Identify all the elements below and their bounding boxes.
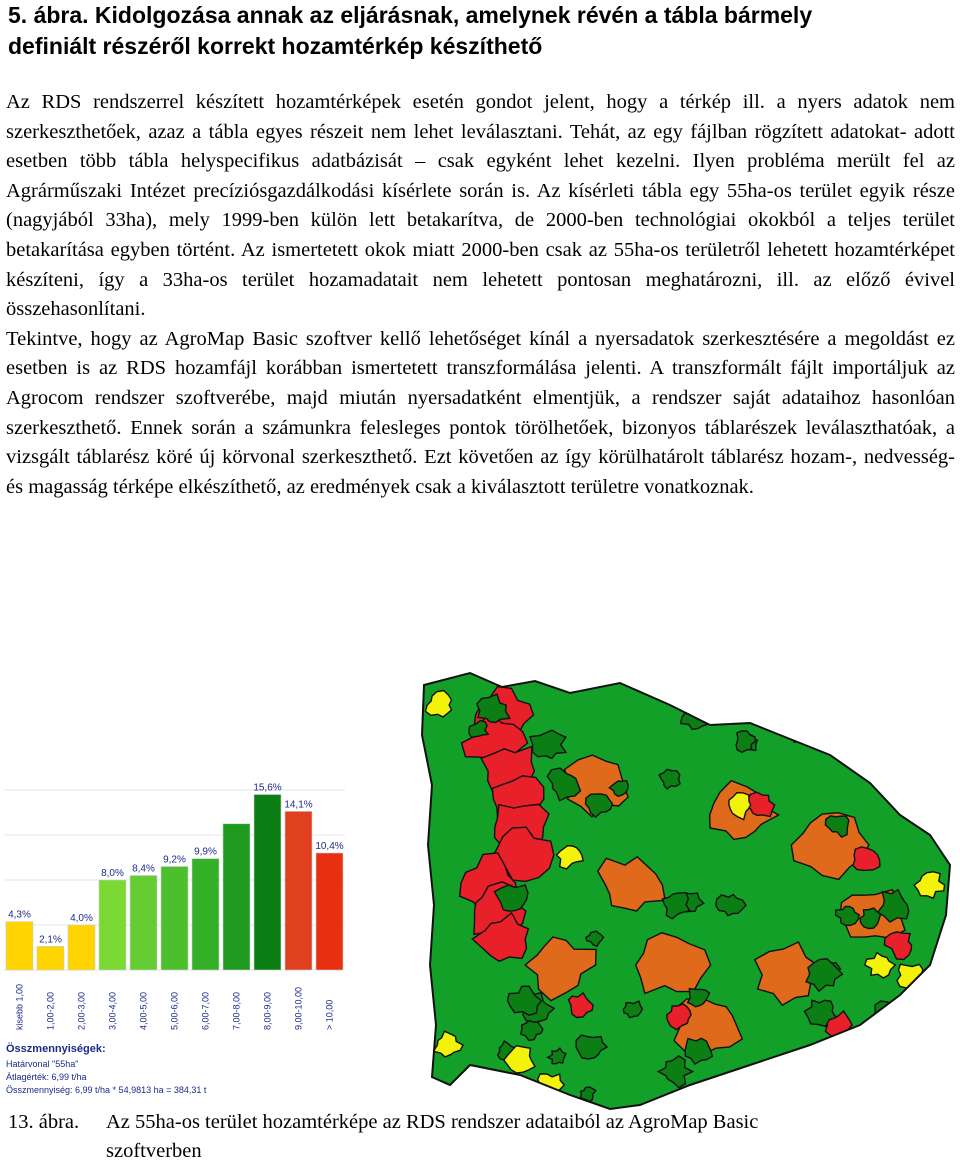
chart-category-label: 1,00-2,00 [45,991,56,1030]
chart-bar [316,853,343,970]
chart-value-label: 15,6% [253,782,282,794]
summary-line-1: Határvonal "55ha" [6,1059,79,1069]
body-text [6,88,955,502]
yield-map [410,665,958,1110]
map-dark-green-zone [698,676,729,708]
caption-line-1: Az 55ha-os terület hozamtérképe az RDS rendszer adataiból az AgroMap Basic [106,1111,759,1133]
summary-line-2: Átlagérték: 6,99 t/ha [6,1072,87,1082]
caption-label: 13. ábra. [8,1111,80,1133]
chart-value-label: 4,3% [8,909,31,921]
chart-value-label: 8,0% [101,868,124,879]
chart-value-label: 14,1% [284,799,313,811]
chart-value-label: 9,9% [194,846,217,858]
caption-line-2: szoftverben [106,1140,202,1162]
chart-bar [68,925,95,970]
chart-value-label: 9,2% [163,854,186,866]
yield-histogram-chart [0,770,410,1110]
map-yellow-zone [538,1074,565,1099]
chart-category-label: 6,00-7,00 [200,991,211,1030]
chart-category-label: 5,00-6,00 [169,991,180,1030]
chart-bar [285,811,312,970]
chart-bar [254,795,281,971]
chart-bar [161,867,188,971]
map-dark-green-zone [758,697,795,723]
chart-category-label: 4,00-5,00 [138,991,149,1030]
summary-title: Összmennyiségek: [6,1043,106,1055]
chart-bar [130,876,157,971]
map-dark-green-zone [875,1076,901,1099]
paragraph-2: Tekintve, hogy az AgroMap Basic szoftver kellő lehetőséget kínál a nyersadatok szerkesztésére a megoldást ez esetben is az RDS hozamfájl korábban ismertetett transzformálása jelenti. A transzformált fájlt importáljuk az Agrocom rendszer szoftverébe, majd miután nyersadatként elmentjük, a rendszer saját adataihoz hasonlóan szerkeszthető. Ennek során a számunkra felesleges pontok törölhetőek, bizonyos táblarészek leválaszthatóak, a vizsgált táblarész köré új körvonal szerkeszthető. Ezt követően az így körülhatárolt táblarész hozam-, nedvesség- és magasság térképe elkészíthető, az eredmények csak a kiválasztott területre vonatkoznak. [6,327,955,498]
chart-value-label: 2,1% [39,934,62,946]
chart-category-label: > 10,00 [324,999,335,1030]
chart-value-label: 4,0% [70,913,93,924]
chart-summary [6,1042,207,1095]
chart-category-label: 8,00-9,00 [262,991,273,1030]
map-dark-green-zone [741,1068,776,1101]
chart-category-label: kisebb 1,00 [14,983,25,1030]
chart-bar [192,859,219,970]
chart-value-label: 10,4% [315,841,344,852]
chart-category-label: 9,00-10,00 [293,986,304,1030]
map-yellow-zone [897,964,925,990]
summary-line-3: Összmennyiség: 6,99 t/ha * 54,9813 ha = 384,31 t [6,1085,207,1095]
figure-caption [8,1108,953,1166]
yield-map-field [410,665,958,1110]
paragraph-1: Az RDS rendszerrel készített hozamtérképek esetén gondot jelent, hogy a térkép ill. a nyers adatok nem szerkeszthetőek, azaz a tábla egyes részeit nem lehet leválasztani. Tehát, az egy fájlban rögzített adatokat- adott esetben több tábla helyspecifikus adatbázisát – csak egyként lehet kezelni. Ilyen probléma merült fel az Agrárműszaki Intézet precíziósgazdálkodási kísérlete során is. Az kísérleti tábla egy 55ha-os terület egyik része (nagyjából 33ha), mely 1999-ben külön lett betakarítva, de 2000-ben technológiai okokból a teljes terület betakarítása egyben történt. Az ismertetett okok miatt 2000-ben csak az 55ha-os területről lehetett hozamtérképet készíteni, így a 33ha-os terület hozamadatait nem lehetett pontosan meghatározni, ill. az előző évivel összehasonlítani. [6,91,955,321]
chart-category-labels [15,984,335,1030]
chart-category-label: 7,00-8,00 [231,991,242,1030]
chart-bar [37,946,64,970]
chart-bar [99,880,126,970]
map-dark-green-zone [910,676,934,699]
chart-category-label: 3,00-4,00 [107,991,118,1030]
chart-bar [223,824,250,970]
chart-category-label: 2,00-3,00 [76,991,87,1030]
chart-value-label: 8,4% [132,863,155,875]
figure-heading [8,0,953,62]
heading-line-1: 5. ábra. Kidolgozása annak az eljárásnak, amelynek révén a tábla bármely [8,2,813,28]
chart-bar [6,922,33,970]
heading-line-2: definiált részéről korrekt hozamtérkép készíthető [8,33,543,59]
